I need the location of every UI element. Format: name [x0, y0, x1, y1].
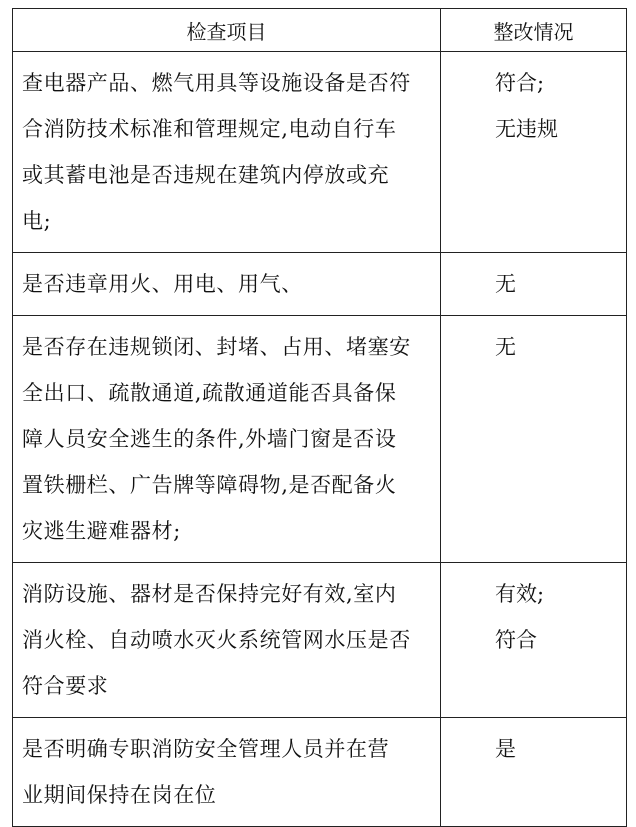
rectification-status-line: 符合 — [495, 628, 537, 652]
inspection-item-line: 障人员安全逃生的条件,外墙门窗是否设 — [22, 427, 397, 451]
inspection-item-line: 查电器产品、燃气用具等设施设备是否符 — [22, 71, 411, 95]
inspection-table — [12, 8, 627, 827]
rectification-status-cell — [441, 52, 627, 253]
inspection-item-line: 是否存在违规锁闭、封堵、占用、堵塞安 — [22, 335, 411, 359]
inspection-item-line: 全出口、疏散通道,疏散通道能否具备保 — [22, 381, 397, 405]
inspection-item-line: 置铁栅栏、广告牌等障碍物,是否配备火 — [22, 473, 397, 497]
inspection-item-line: 业期间保持在岗在位 — [22, 783, 217, 807]
rectification-status-cell — [441, 316, 627, 563]
inspection-item-line: 是否违章用火、用电、用气、 — [22, 272, 303, 296]
header-row — [13, 9, 627, 52]
header-item: 检查项目 — [13, 9, 441, 52]
inspection-item-line: 灾逃生避难器材; — [22, 519, 181, 543]
inspection-item-line: 是否明确专职消防安全管理人员并在营 — [22, 737, 390, 761]
inspection-item-line: 消火栓、自动喷水灭火系统管网水压是否 — [22, 628, 411, 652]
rectification-status-line: 有效; — [495, 582, 545, 606]
rectification-status-cell — [441, 253, 627, 316]
inspection-item-cell — [13, 253, 441, 316]
table-body — [13, 52, 627, 827]
rectification-status-line: 是 — [495, 737, 516, 761]
rectification-status-cell — [441, 718, 627, 827]
table-row — [13, 718, 627, 827]
table-row — [13, 52, 627, 253]
header-status: 整改情况 — [441, 9, 627, 52]
inspection-item-line: 符合要求 — [22, 674, 109, 698]
inspection-item-line: 或其蓄电池是否违规在建筑内停放或充 — [22, 163, 390, 187]
rectification-status-cell — [441, 563, 627, 718]
inspection-item-cell — [13, 316, 441, 563]
table-row — [13, 316, 627, 563]
inspection-item-line: 合消防技术标准和管理规定,电动自行车 — [22, 117, 397, 141]
table-row — [13, 563, 627, 718]
inspection-item-cell — [13, 718, 441, 827]
table-row — [13, 253, 627, 316]
rectification-status-line: 无违规 — [495, 117, 558, 141]
rectification-status-line: 无 — [495, 335, 516, 359]
rectification-status-line: 无 — [495, 272, 516, 296]
inspection-item-line: 消防设施、器材是否保持完好有效,室内 — [22, 582, 397, 606]
rectification-status-line: 符合; — [495, 71, 545, 95]
inspection-item-cell — [13, 563, 441, 718]
inspection-item-cell — [13, 52, 441, 253]
inspection-item-line: 电; — [22, 209, 52, 233]
